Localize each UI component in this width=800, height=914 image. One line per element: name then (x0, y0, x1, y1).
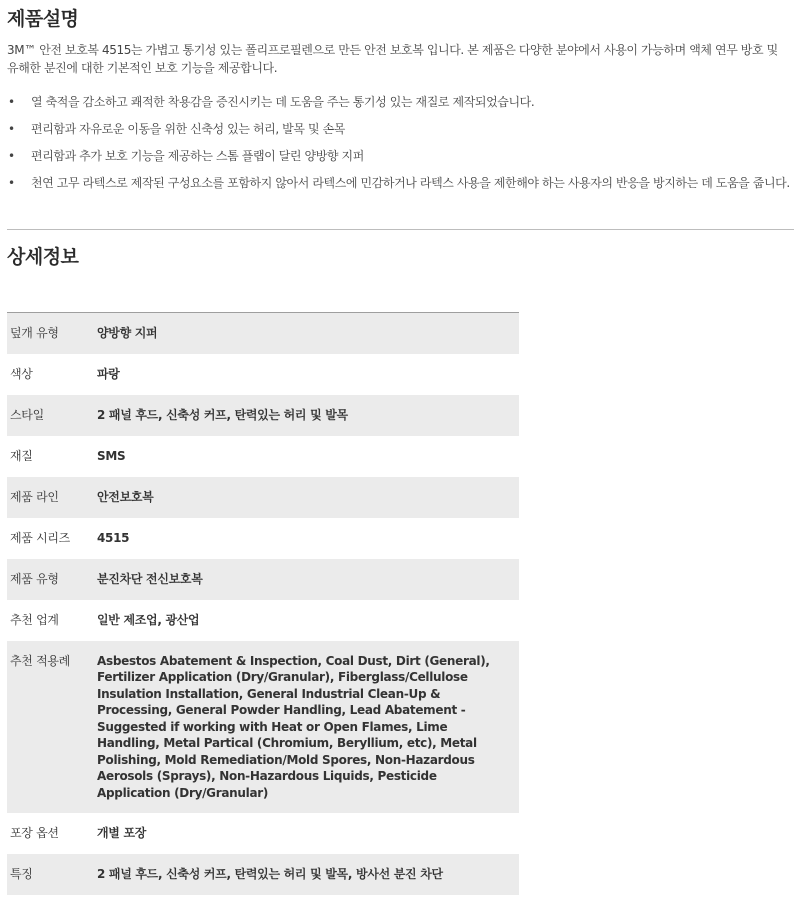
feature-text: 편리함과 추가 보호 기능을 제공하는 스톰 플랩이 달린 양방향 지퍼 (31, 149, 364, 163)
details-title: 상세정보 (7, 246, 79, 268)
spec-value: 개별 포장 (97, 826, 147, 840)
description-intro: 3M™ 안전 보호복 4515는 가볍고 통기성 있는 폴리프로필렌으로 만든 안전 보호복 입니다. 본 제품은 다양한 분야에서 사용이 가능하며 액체 연무 방호 및 유해한 분진에 대한 기본적인 보호 기능을 제공합니다. (7, 43, 778, 75)
feature-list (0, 94, 792, 202)
table-row (7, 813, 519, 854)
spec-value: 양방향 지퍼 (97, 313, 519, 354)
table-row (7, 477, 519, 518)
table-row (7, 641, 519, 814)
spec-label: 덮개 유형 (7, 313, 97, 354)
spec-label: 제품 라인 (7, 477, 97, 518)
spec-label: 스타일 (7, 395, 97, 436)
feature-item (0, 175, 792, 191)
feature-text: 천연 고무 라텍스로 제작된 구성요소를 포함하지 않아서 라텍스에 민감하거나 라텍스 사용을 제한해야 하는 사용자의 반응을 방지하는 데 도움을 줍니다. (31, 176, 790, 190)
feature-item (0, 121, 792, 137)
table-row (7, 559, 519, 600)
spec-label: 추천 업계 (10, 612, 59, 627)
table-row (7, 854, 519, 895)
table-row (7, 313, 519, 354)
table-row (7, 600, 519, 641)
bullet-icon: • (8, 122, 15, 136)
feature-item (0, 94, 792, 110)
spec-label: 제품 유형 (7, 559, 97, 600)
bullet-icon: • (8, 95, 15, 109)
specs-table (7, 312, 519, 895)
spec-value: Asbestos Abatement & Inspection, Coal Dust, Dirt (General), Fertilizer Application (Dry/Granular), Fiberglass/Cellulose Insulation Installation, General Industrial Clean-Up & Processing, General Powder Handling, Lead Abatement - Suggested if working with Heat or Open Flames, Lime Handling, Metal Partical (Chromium, Beryllium, etc), Metal Polishing, Mold Remediation/Mold Spores, Non-Hazardous Aerosols (Sprays), Non-Hazardous Liquids, Pesticide Application (Dry/Granular) (97, 641, 519, 814)
spec-value: SMS (97, 448, 126, 463)
spec-label: 색상 (10, 366, 33, 381)
spec-label: 추천 적용례 (7, 641, 97, 814)
bullet-icon: • (8, 176, 15, 190)
spec-label: 특징 (7, 854, 97, 895)
section-divider (7, 229, 794, 230)
table-row (7, 354, 519, 395)
table-row (7, 518, 519, 559)
feature-text: 열 축적을 감소하고 쾌적한 착용감을 증진시키는 데 도움을 주는 통기성 있는 재질로 제작되었습니다. (31, 95, 535, 109)
bullet-icon: • (8, 149, 15, 163)
table-row (7, 436, 519, 477)
spec-value: 일반 제조업, 광산업 (97, 612, 200, 627)
spec-value: 분진차단 전신보호복 (97, 559, 519, 600)
spec-value: 파랑 (97, 366, 120, 381)
spec-label: 재질 (10, 448, 33, 463)
spec-label: 포장 옵션 (10, 826, 59, 840)
feature-text: 편리함과 자유로운 이동을 위한 신축성 있는 허리, 발목 및 손목 (31, 122, 345, 136)
spec-value: 안전보호복 (97, 477, 519, 518)
spec-value: 2 패널 후드, 신축성 커프, 탄력있는 허리 및 발목, 방사선 분진 차단 (97, 854, 519, 895)
table-row (7, 395, 519, 436)
spec-label: 제품 시리즈 (10, 530, 70, 545)
feature-item (0, 148, 792, 164)
description-title: 제품설명 (7, 8, 79, 30)
spec-value: 4515 (97, 530, 130, 545)
spec-value: 2 패널 후드, 신축성 커프, 탄력있는 허리 및 발목 (97, 395, 519, 436)
